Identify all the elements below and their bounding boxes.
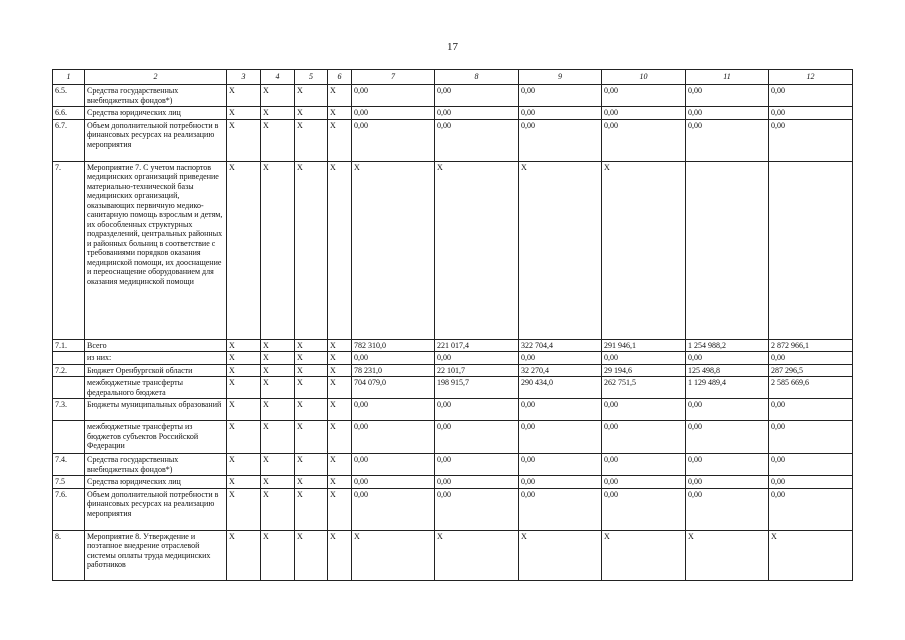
- x-mark-cell: X: [261, 85, 295, 107]
- x-mark-cell: X: [261, 119, 295, 161]
- row-description: Бюджеты муниципальных образований: [85, 399, 227, 421]
- x-mark-cell: X: [295, 119, 328, 161]
- value-cell: 29 194,6: [602, 364, 686, 377]
- x-mark-cell: X: [328, 107, 352, 120]
- x-mark-cell: X: [328, 454, 352, 476]
- value-cell: 291 946,1: [602, 339, 686, 352]
- header-row: [53, 70, 853, 85]
- x-mark-cell: X: [295, 107, 328, 120]
- table-row: [53, 421, 853, 454]
- value-cell: 322 704,4: [519, 339, 602, 352]
- value-cell: 0,00: [769, 421, 853, 454]
- value-cell: [769, 161, 853, 339]
- table-row: [53, 85, 853, 107]
- row-number: [53, 377, 85, 399]
- row-description: Объем дополнительной потребности в финансовых ресурсах на реализацию мероприятия: [85, 488, 227, 530]
- x-mark-cell: X: [295, 352, 328, 365]
- value-cell: 0,00: [602, 107, 686, 120]
- table-row: [53, 364, 853, 377]
- page-number: 17: [447, 41, 458, 53]
- header-cell: 11: [686, 70, 769, 85]
- value-cell: 0,00: [352, 476, 435, 489]
- value-cell: 0,00: [519, 107, 602, 120]
- value-cell: 1 254 988,2: [686, 339, 769, 352]
- x-mark-cell: X: [227, 85, 261, 107]
- value-cell: 0,00: [352, 85, 435, 107]
- x-mark-cell: X: [227, 339, 261, 352]
- x-mark-cell: X: [295, 399, 328, 421]
- x-mark-cell: X: [227, 476, 261, 489]
- x-mark-cell: X: [328, 488, 352, 530]
- x-mark-cell: X: [261, 107, 295, 120]
- value-cell: 0,00: [519, 488, 602, 530]
- value-cell: 78 231,0: [352, 364, 435, 377]
- value-cell: 782 310,0: [352, 339, 435, 352]
- table-row: [53, 339, 853, 352]
- value-cell: 0,00: [435, 107, 519, 120]
- x-mark-cell: X: [227, 399, 261, 421]
- x-mark-cell: X: [328, 530, 352, 580]
- value-cell: 0,00: [686, 85, 769, 107]
- row-description: Объем дополнительной потребности в финансовых ресурсах на реализацию мероприятия: [85, 119, 227, 161]
- x-mark-cell: X: [261, 352, 295, 365]
- value-cell: 0,00: [769, 399, 853, 421]
- header-cell: 6: [328, 70, 352, 85]
- value-cell: 125 498,8: [686, 364, 769, 377]
- row-number: 8.: [53, 530, 85, 580]
- value-cell: 0,00: [686, 119, 769, 161]
- value-cell: 22 101,7: [435, 364, 519, 377]
- header-cell: 5: [295, 70, 328, 85]
- value-cell: 0,00: [352, 421, 435, 454]
- row-number: 7.1.: [53, 339, 85, 352]
- table-row: [53, 119, 853, 161]
- value-cell: 2 585 669,6: [769, 377, 853, 399]
- x-mark-cell: X: [295, 454, 328, 476]
- header-cell: 4: [261, 70, 295, 85]
- row-number: 7.: [53, 161, 85, 339]
- header-cell: 12: [769, 70, 853, 85]
- value-cell: X: [519, 161, 602, 339]
- row-number: 7.4.: [53, 454, 85, 476]
- row-description: межбюджетные трансферты из бюджетов субъектов Российской Федерации: [85, 421, 227, 454]
- value-cell: 0,00: [352, 399, 435, 421]
- value-cell: 287 296,5: [769, 364, 853, 377]
- x-mark-cell: X: [261, 488, 295, 530]
- value-cell: 0,00: [686, 399, 769, 421]
- x-mark-cell: X: [295, 85, 328, 107]
- row-number: 6.6.: [53, 107, 85, 120]
- value-cell: 0,00: [602, 399, 686, 421]
- value-cell: 0,00: [686, 421, 769, 454]
- header-cell: 1: [53, 70, 85, 85]
- value-cell: X: [602, 161, 686, 339]
- value-cell: 0,00: [435, 454, 519, 476]
- x-mark-cell: X: [227, 107, 261, 120]
- value-cell: 0,00: [769, 352, 853, 365]
- x-mark-cell: X: [227, 488, 261, 530]
- x-mark-cell: X: [227, 161, 261, 339]
- x-mark-cell: X: [328, 119, 352, 161]
- value-cell: 0,00: [519, 85, 602, 107]
- row-number: 7.6.: [53, 488, 85, 530]
- value-cell: 0,00: [519, 454, 602, 476]
- x-mark-cell: X: [328, 161, 352, 339]
- x-mark-cell: X: [261, 161, 295, 339]
- row-description: Средства государственных внебюджетных фондов*): [85, 85, 227, 107]
- value-cell: 0,00: [769, 85, 853, 107]
- value-cell: 1 129 489,4: [686, 377, 769, 399]
- value-cell: X: [519, 530, 602, 580]
- value-cell: 0,00: [602, 352, 686, 365]
- value-cell: 198 915,7: [435, 377, 519, 399]
- header-cell: 9: [519, 70, 602, 85]
- table-row: [53, 377, 853, 399]
- x-mark-cell: X: [328, 85, 352, 107]
- x-mark-cell: X: [261, 399, 295, 421]
- x-mark-cell: X: [227, 119, 261, 161]
- value-cell: 0,00: [519, 476, 602, 489]
- x-mark-cell: X: [227, 364, 261, 377]
- x-mark-cell: X: [227, 530, 261, 580]
- x-mark-cell: X: [227, 352, 261, 365]
- value-cell: 0,00: [519, 352, 602, 365]
- value-cell: 32 270,4: [519, 364, 602, 377]
- value-cell: X: [602, 530, 686, 580]
- row-description: Мероприятие 7. С учетом паспортов медицинских организаций приведение материально-технической базы медицинских организаций, оказывающих первичную медико-санитарную помощь взрослым и детям, их обособленных структурных подразделений, центральных районных и районных больниц в соответствие с требованиями порядков оказания медицинской помощи, их дооснащение и переоснащение оборудованием для оказания медицинской помощи: [85, 161, 227, 339]
- x-mark-cell: X: [261, 421, 295, 454]
- value-cell: 0,00: [769, 476, 853, 489]
- x-mark-cell: X: [227, 454, 261, 476]
- value-cell: 2 872 966,1: [769, 339, 853, 352]
- value-cell: 262 751,5: [602, 377, 686, 399]
- value-cell: 0,00: [686, 107, 769, 120]
- x-mark-cell: X: [227, 377, 261, 399]
- header-cell: 3: [227, 70, 261, 85]
- x-mark-cell: X: [295, 339, 328, 352]
- x-mark-cell: X: [328, 364, 352, 377]
- value-cell: 0,00: [435, 476, 519, 489]
- x-mark-cell: X: [328, 476, 352, 489]
- header-cell: 10: [602, 70, 686, 85]
- table-row: [53, 399, 853, 421]
- value-cell: 221 017,4: [435, 339, 519, 352]
- x-mark-cell: X: [295, 421, 328, 454]
- value-cell: 0,00: [435, 421, 519, 454]
- program-table: [52, 69, 853, 581]
- value-cell: 0,00: [686, 352, 769, 365]
- value-cell: 0,00: [769, 119, 853, 161]
- x-mark-cell: X: [295, 364, 328, 377]
- x-mark-cell: X: [328, 399, 352, 421]
- x-mark-cell: X: [328, 377, 352, 399]
- x-mark-cell: X: [328, 339, 352, 352]
- x-mark-cell: X: [295, 530, 328, 580]
- table-row: [53, 107, 853, 120]
- x-mark-cell: X: [227, 421, 261, 454]
- x-mark-cell: X: [261, 476, 295, 489]
- value-cell: 0,00: [769, 488, 853, 530]
- value-cell: 0,00: [602, 421, 686, 454]
- row-number: 6.7.: [53, 119, 85, 161]
- row-description: Средства юридических лиц: [85, 476, 227, 489]
- value-cell: X: [435, 161, 519, 339]
- row-description: Всего: [85, 339, 227, 352]
- value-cell: X: [352, 530, 435, 580]
- row-number: [53, 421, 85, 454]
- x-mark-cell: X: [261, 530, 295, 580]
- row-description: Средства государственных внебюджетных фондов*): [85, 454, 227, 476]
- value-cell: 0,00: [519, 399, 602, 421]
- value-cell: 0,00: [602, 119, 686, 161]
- value-cell: 0,00: [602, 454, 686, 476]
- value-cell: 0,00: [352, 107, 435, 120]
- value-cell: X: [769, 530, 853, 580]
- value-cell: 0,00: [602, 476, 686, 489]
- row-description: из них:: [85, 352, 227, 365]
- table-row: [53, 476, 853, 489]
- row-description: Мероприятие 8. Утверждение и поэтапное внедрение отраслевой системы оплаты труда медицинских работников: [85, 530, 227, 580]
- x-mark-cell: X: [295, 377, 328, 399]
- value-cell: 0,00: [352, 454, 435, 476]
- value-cell: 0,00: [519, 119, 602, 161]
- value-cell: 0,00: [435, 399, 519, 421]
- value-cell: 0,00: [602, 488, 686, 530]
- value-cell: 0,00: [602, 85, 686, 107]
- header-cell: 2: [85, 70, 227, 85]
- value-cell: 0,00: [435, 488, 519, 530]
- row-number: 7.3.: [53, 399, 85, 421]
- table-row: [53, 352, 853, 365]
- value-cell: 0,00: [769, 454, 853, 476]
- header-cell: 8: [435, 70, 519, 85]
- value-cell: 704 079,0: [352, 377, 435, 399]
- value-cell: 0,00: [352, 119, 435, 161]
- x-mark-cell: X: [261, 339, 295, 352]
- row-number: [53, 352, 85, 365]
- value-cell: 0,00: [352, 488, 435, 530]
- value-cell: 0,00: [769, 107, 853, 120]
- x-mark-cell: X: [261, 364, 295, 377]
- x-mark-cell: X: [261, 377, 295, 399]
- table-row: [53, 161, 853, 339]
- value-cell: X: [352, 161, 435, 339]
- table-row: [53, 488, 853, 530]
- value-cell: 0,00: [435, 119, 519, 161]
- x-mark-cell: X: [261, 454, 295, 476]
- value-cell: X: [686, 530, 769, 580]
- row-number: 7.2.: [53, 364, 85, 377]
- table-row: [53, 530, 853, 580]
- row-description: Бюджет Оренбургской области: [85, 364, 227, 377]
- value-cell: 0,00: [686, 454, 769, 476]
- value-cell: 0,00: [435, 85, 519, 107]
- x-mark-cell: X: [295, 161, 328, 339]
- row-number: 7.5: [53, 476, 85, 489]
- value-cell: 0,00: [686, 488, 769, 530]
- value-cell: 0,00: [435, 352, 519, 365]
- x-mark-cell: X: [295, 488, 328, 530]
- x-mark-cell: X: [328, 352, 352, 365]
- table-row: [53, 454, 853, 476]
- value-cell: 0,00: [352, 352, 435, 365]
- value-cell: 290 434,0: [519, 377, 602, 399]
- row-description: межбюджетные трансферты федерального бюджета: [85, 377, 227, 399]
- header-cell: 7: [352, 70, 435, 85]
- row-description: Средства юридических лиц: [85, 107, 227, 120]
- value-cell: X: [435, 530, 519, 580]
- row-number: 6.5.: [53, 85, 85, 107]
- value-cell: 0,00: [519, 421, 602, 454]
- value-cell: 0,00: [686, 476, 769, 489]
- value-cell: [686, 161, 769, 339]
- x-mark-cell: X: [328, 421, 352, 454]
- x-mark-cell: X: [295, 476, 328, 489]
